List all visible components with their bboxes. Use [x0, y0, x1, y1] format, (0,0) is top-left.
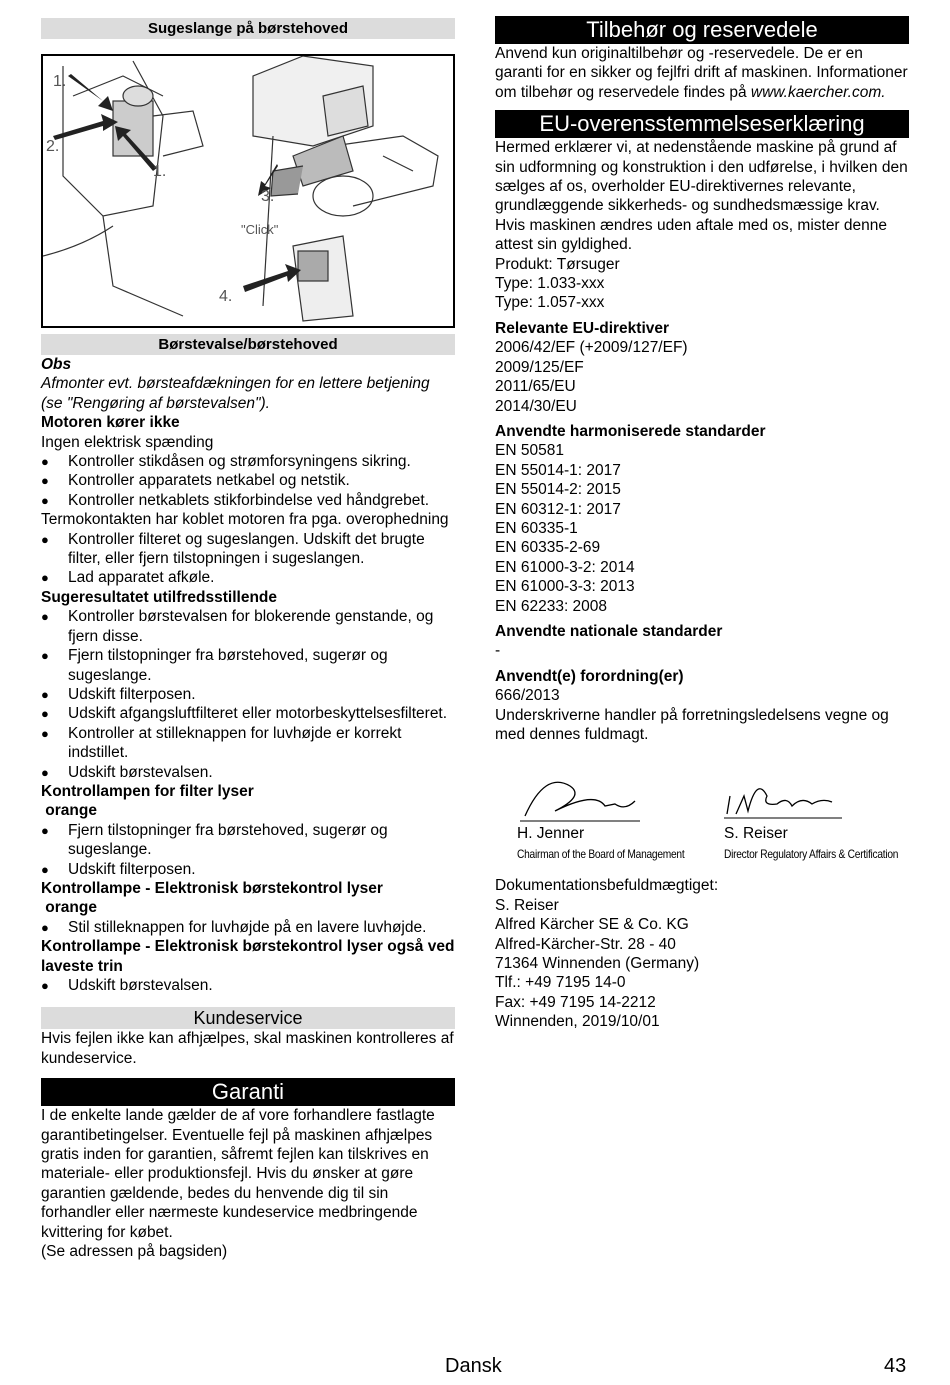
- standard: EN 61000-3-3: 2013: [495, 578, 635, 596]
- regulation-value: 666/2013: [495, 687, 560, 705]
- section-heading-parts: Tilbehør og reservedele: [495, 16, 909, 44]
- signer2-role: Director Regulatory Affairs & Certification: [724, 847, 899, 862]
- motor-sub: Ingen elektrisk spænding: [41, 433, 214, 451]
- section-heading-eu: EU-overensstemmelseserklæring: [495, 110, 909, 138]
- warranty-text: I de enkelte lande gælder de af vore forhandlere fastlagte garantibetingelser. Eventuelle fejl på maskinen afhjælpes gratis inden for garantien, såfremt fejlen kan tilskrives en materiale- eller produktionsfejl. Hvis du ønsker at gøre garantien gældende, bedes du henvende dig til sin forhandler eller nærmeste kundeservice medbringende kvittering for købet.: [41, 1107, 435, 1241]
- suction-item: ● Udskift børstevalsen.: [41, 763, 455, 782]
- section-heading-brush: Børstevalse/børstehoved: [41, 334, 455, 355]
- standard: EN 60335-2-69: [495, 539, 601, 557]
- right-column: [495, 16, 909, 1032]
- suction-item: ● Udskift filterposen.: [41, 685, 455, 704]
- filter-lamp-title: Kontrollampen for filter lyser: [41, 782, 254, 800]
- section-heading-hose: Sugeslange på børstehoved: [41, 18, 455, 39]
- national-value: -: [495, 642, 501, 660]
- standard: EN 60335-1: [495, 519, 578, 537]
- standard: EN 55014-2: 2015: [495, 481, 621, 499]
- signer1-role: Chairman of the Board of Management: [517, 847, 685, 862]
- signature-jenner: [495, 766, 702, 876]
- parts-url: www.kaercher.com.: [750, 83, 886, 101]
- harmonised-title: Anvendte harmoniserede standarder: [495, 422, 766, 440]
- figure-label-click: "Click": [241, 222, 279, 237]
- signer2-name: S. Reiser: [724, 825, 788, 843]
- figure-label-1b: 1.: [153, 163, 167, 180]
- left-column: [41, 16, 455, 1261]
- type-line: Type: 1.033-xxx: [495, 275, 605, 293]
- figure-label-1a: 1.: [53, 73, 67, 90]
- directive: 2006/42/EF (+2009/127/EF): [495, 339, 688, 357]
- doc-line: S. Reiser: [495, 896, 559, 914]
- figure-label-3: 3.: [261, 188, 275, 205]
- suction-item: ● Kontroller børstevalsen for blokerende genstande, og fjern disse.: [41, 607, 455, 646]
- directives-title: Relevante EU-direktiver: [495, 319, 670, 337]
- standard: EN 61000-3-2: 2014: [495, 558, 635, 576]
- type-line: Type: 1.057-xxx: [495, 294, 605, 312]
- filter-item: ● Udskift filterposen.: [41, 860, 455, 879]
- elec-lamp-title: Kontrollampe - Elektronisk børstekontrol lyser: [41, 879, 383, 897]
- section-heading-service: Kundeservice: [41, 1007, 455, 1029]
- doc-line: Tlf.: +49 7195 14-0: [495, 974, 626, 992]
- standard: EN 50581: [495, 442, 564, 460]
- signature-reiser: [702, 766, 909, 876]
- thermo-item: ● Kontroller filteret og sugeslangen. Udskift det brugte filter, eller fjern tilstopningen i sugeslangen.: [41, 530, 455, 569]
- signer1-name: H. Jenner: [517, 825, 585, 843]
- elec2-lamp-title: Kontrollampe - Elektronisk børstekontrol lyser også ved laveste trin: [41, 938, 455, 975]
- motor-item: ● Kontroller stikdåsen og strømforsyningens sikring.: [41, 452, 455, 471]
- obs-title: Obs: [41, 356, 72, 373]
- doc-line: Dokumentationsbefuldmægtiget:: [495, 877, 719, 895]
- standard: EN 62233: 2008: [495, 597, 608, 615]
- doc-line: Winnenden, 2019/10/01: [495, 1013, 660, 1031]
- filter-item: ● Fjern tilstopninger fra børstehoved, sugerør og sugeslange.: [41, 821, 455, 860]
- warranty-note: (Se adressen på bagsiden): [41, 1243, 228, 1261]
- directive: 2009/125/EF: [495, 358, 584, 376]
- suction-item: ● Udskift afgangsluftfilteret eller motorbeskyttelsesfilteret.: [41, 704, 455, 723]
- directive: 2014/30/EU: [495, 397, 577, 415]
- elec2-item: ● Udskift børstevalsen.: [41, 976, 455, 995]
- doc-line: Alfred Kärcher SE & Co. KG: [495, 916, 689, 934]
- motor-item: ● Kontroller apparatets netkabel og netstik.: [41, 471, 455, 490]
- motor-title: Motoren kører ikke: [41, 414, 180, 432]
- section-heading-warranty: Garanti: [41, 1078, 455, 1106]
- handwritten-signature-reiser: [722, 766, 852, 826]
- elec-item: ● Stil stilleknappen for luvhøjde på en lavere luvhøjde.: [41, 918, 455, 937]
- thermo-item: ● Lad apparatet afkøle.: [41, 568, 455, 587]
- page-number: 43: [884, 1355, 907, 1377]
- eu-text: Hermed erklærer vi, at nedenstående maskine på grund af sin udformning og konstruktion i den udførelse, i hvilken den sælges af os, overholder EU-direktivernes relevante, grundlæggende sikkerheds- og sundhedsmæssige krav. Hvis maskinen ændres uden aftale med os, mister denne attest sin gyldighed.: [495, 139, 908, 254]
- footer-language: Dansk: [445, 1355, 502, 1377]
- figure-label-4: 4.: [219, 288, 233, 305]
- national-title: Anvendte nationale standarder: [495, 622, 723, 640]
- regulation-title: Anvendt(e) forordning(er): [495, 667, 684, 685]
- handwritten-signature-jenner: [515, 766, 645, 826]
- suction-title: Sugeresultatet utilfredsstillende: [41, 588, 277, 606]
- doc-line: 71364 Winnenden (Germany): [495, 955, 700, 973]
- figure-label-2: 2.: [46, 138, 60, 155]
- doc-line: Alfred-Kärcher-Str. 28 - 40: [495, 935, 676, 953]
- motor-item: ● Kontroller netkablets stikforbindelse ved håndgrebet.: [41, 491, 455, 510]
- hose-brush-illustration: [41, 54, 455, 328]
- signers-text: Underskriverne handler på forretningsledelsens vegne og med dennes fuldmagt.: [495, 706, 889, 743]
- service-text: Hvis fejlen ikke kan afhjælpes, skal maskinen kontrolleres af kundeservice.: [41, 1030, 454, 1067]
- directive: 2011/65/EU: [495, 378, 576, 396]
- suction-item: ● Fjern tilstopninger fra børstehoved, sugerør og sugeslange.: [41, 646, 455, 685]
- parts-text: Anvend kun originaltilbehør og -reservedele. De er en garanti for en sikker og fejlfri drift af maskinen. Informationer om tilbehør og reservedele findes på: [495, 45, 908, 101]
- signature-block: [495, 766, 909, 876]
- suction-item: ● Kontroller at stilleknappen for luvhøjde er korrekt indstillet.: [41, 724, 455, 763]
- elec-lamp-title-cont: orange: [41, 899, 97, 917]
- illustration-svg: [43, 56, 453, 326]
- standard: EN 55014-1: 2017: [495, 461, 621, 479]
- filter-lamp-title-cont: orange: [41, 802, 97, 820]
- obs-text: Afmonter evt. børsteafdækningen for en lettere betjening (se "Rengøring af børstevalsen").: [41, 375, 430, 412]
- standard: EN 60312-1: 2017: [495, 500, 621, 518]
- product: Produkt: Tørsuger: [495, 255, 620, 273]
- thermo-text: Termokontakten har koblet motoren fra pga. overophedning: [41, 511, 449, 529]
- doc-line: Fax: +49 7195 14-2212: [495, 993, 656, 1011]
